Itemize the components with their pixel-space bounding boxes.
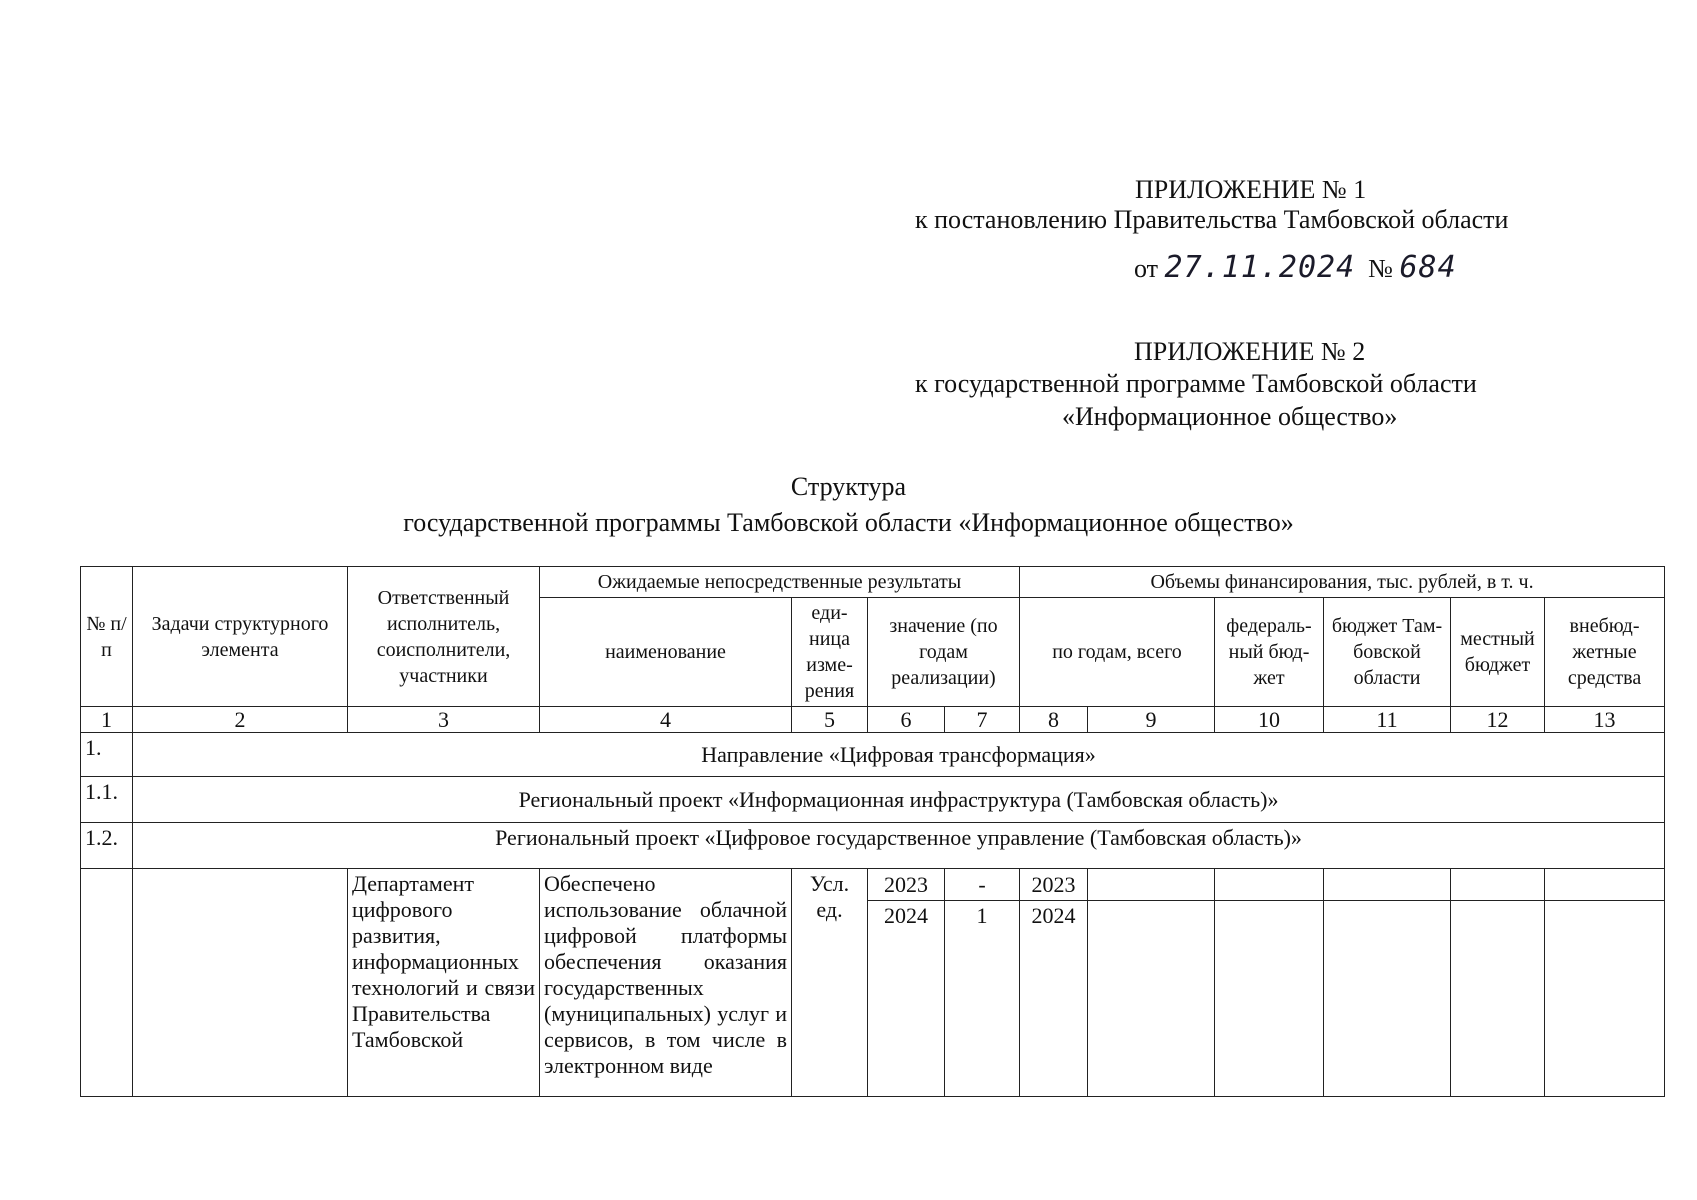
fin-regional-cell [1324,869,1451,901]
header-tasks: Задачи структурного элемента [133,567,348,707]
header-name: наименование [540,598,792,707]
section-number: 1. [81,733,133,777]
data-row [81,869,1665,901]
fin-year-cell: 2024 [1020,901,1088,1097]
fin-local-cell [1451,869,1545,901]
header-local: местный бюджет [1451,598,1545,707]
fin-local-cell [1451,901,1545,1097]
section-title: Региональный проект «Информационная инфраструктура (Тамбовская область)» [133,777,1665,823]
column-number: 11 [1324,707,1451,733]
header-by-years: по годам, всего [1020,598,1215,707]
column-number: 9 [1088,707,1215,733]
structure-table [80,566,1665,1097]
column-number: 7 [945,707,1020,733]
row-number-cell [81,869,133,1097]
header-extra: внебюд- жетные средства [1545,598,1665,707]
fin-regional-cell [1324,901,1451,1097]
section-row [81,823,1665,869]
unit-cell: Усл. ед. [792,869,868,1097]
column-number: 6 [868,707,945,733]
responsible-cell: Департамент цифрового развития, информационных технологий и связи Правительства Тамбовской [348,869,540,1097]
fin-total-cell [1088,901,1215,1097]
column-number: 1 [81,707,133,733]
column-number: 3 [348,707,540,733]
handwritten-date: 27.11.2024 [1164,250,1356,285]
appendix1-title: ПРИЛОЖЕНИЕ № 1 [1135,175,1367,204]
column-number: 4 [540,707,792,733]
appendix2-title: ПРИЛОЖЕНИЕ № 2 [1134,337,1366,366]
section-title: Направление «Цифровая трансформация» [133,733,1665,777]
tasks-cell [133,869,348,1097]
section-row [81,777,1665,823]
appendix2-subtitle: к государственной программе Тамбовской области [915,369,1477,398]
fin-extra-cell [1545,869,1665,901]
doc-title-line1: Структура [790,472,907,501]
column-number: 12 [1451,707,1545,733]
section-number: 1.1. [81,777,133,823]
fin-year-cell: 2023 [1020,869,1088,901]
header-value: значение (по годам реализации) [868,598,1020,707]
header-row-1 [81,567,1665,598]
fin-federal-cell [1215,869,1324,901]
value-cell: 1 [945,901,1020,1097]
number-prefix: № [1368,254,1393,283]
value-cell: - [945,869,1020,901]
handwritten-number: 684 [1399,250,1457,285]
doc-title-line2: государственной программы Тамбовской области «Информационное общество» [403,508,1294,537]
date-prefix: от [1134,254,1159,283]
column-number: 13 [1545,707,1665,733]
year-cell: 2023 [868,869,945,901]
appendix1-date-line [1134,252,1457,285]
appendix1-subtitle: к постановлению Правительства Тамбовской области [915,205,1509,234]
appendix2-program: «Информационное общество» [1062,402,1398,431]
column-number: 8 [1020,707,1088,733]
section-number: 1.2. [81,823,133,869]
year-cell: 2024 [868,901,945,1097]
fin-federal-cell [1215,901,1324,1097]
section-title: Региональный проект «Цифровое государственное управление (Тамбовская область)» [133,823,1665,869]
column-numbers-row [81,707,1665,733]
header-responsible: Ответственный исполнитель, соисполнители, участники [348,567,540,707]
header-unit: еди- ница изме- рения [792,598,868,707]
section-row [81,733,1665,777]
fin-extra-cell [1545,901,1665,1097]
header-regional: бюджет Там- бовской области [1324,598,1451,707]
column-number: 10 [1215,707,1324,733]
column-number: 2 [133,707,348,733]
result-name-cell: Обеспечено использование облачной цифровой платформы обеспечения оказания государственных (муниципальных) услуг и сервисов, в том числе в электронном виде [540,869,792,1097]
header-federal: федераль- ный бюд- жет [1215,598,1324,707]
header-funding-group: Объемы финансирования, тыс. рублей, в т. ч. [1020,567,1665,598]
header-results-group: Ожидаемые непосредственные результаты [540,567,1020,598]
header-num: № п/п [81,567,133,707]
fin-total-cell [1088,869,1215,901]
column-number: 5 [792,707,868,733]
